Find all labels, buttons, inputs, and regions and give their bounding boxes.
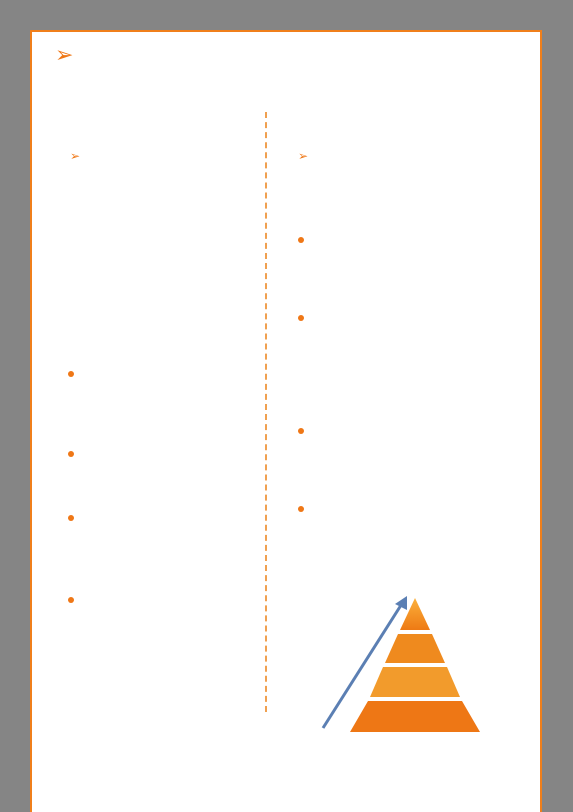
bullet-dot-icon <box>68 515 74 521</box>
pyramid-level-bottom <box>350 701 480 732</box>
section-title-industry-forum <box>298 426 312 436</box>
chevron-right-icon: ➢ <box>70 149 81 163</box>
section-title-company-visits <box>298 313 312 323</box>
bullet-dot-icon <box>68 371 74 377</box>
left-heading <box>70 148 90 164</box>
page-title <box>55 40 77 68</box>
bullet-dot-icon <box>298 506 304 512</box>
bullet-dot-icon <box>298 428 304 434</box>
section-title-school-seminar <box>298 504 312 514</box>
wheel-diagram <box>95 200 255 360</box>
section-title-action-learning <box>298 235 312 245</box>
right-heading <box>298 148 318 164</box>
arrow-icon: ➢ <box>55 43 76 68</box>
pyramid-diagram <box>295 590 525 740</box>
section-title-teaching-content <box>68 595 82 605</box>
chevron-right-icon: ➢ <box>298 149 309 163</box>
section-title-teaching-model <box>68 513 82 523</box>
section-title-alumni <box>68 369 82 379</box>
bullet-dot-icon <box>298 237 304 243</box>
bullet-dot-icon <box>68 597 74 603</box>
pyramid-level-3 <box>370 667 460 697</box>
pyramid-level-2 <box>385 634 445 663</box>
column-divider <box>265 112 267 712</box>
bullet-dot-icon <box>68 451 74 457</box>
bullet-dot-icon <box>298 315 304 321</box>
section-title-faculty <box>68 449 82 459</box>
